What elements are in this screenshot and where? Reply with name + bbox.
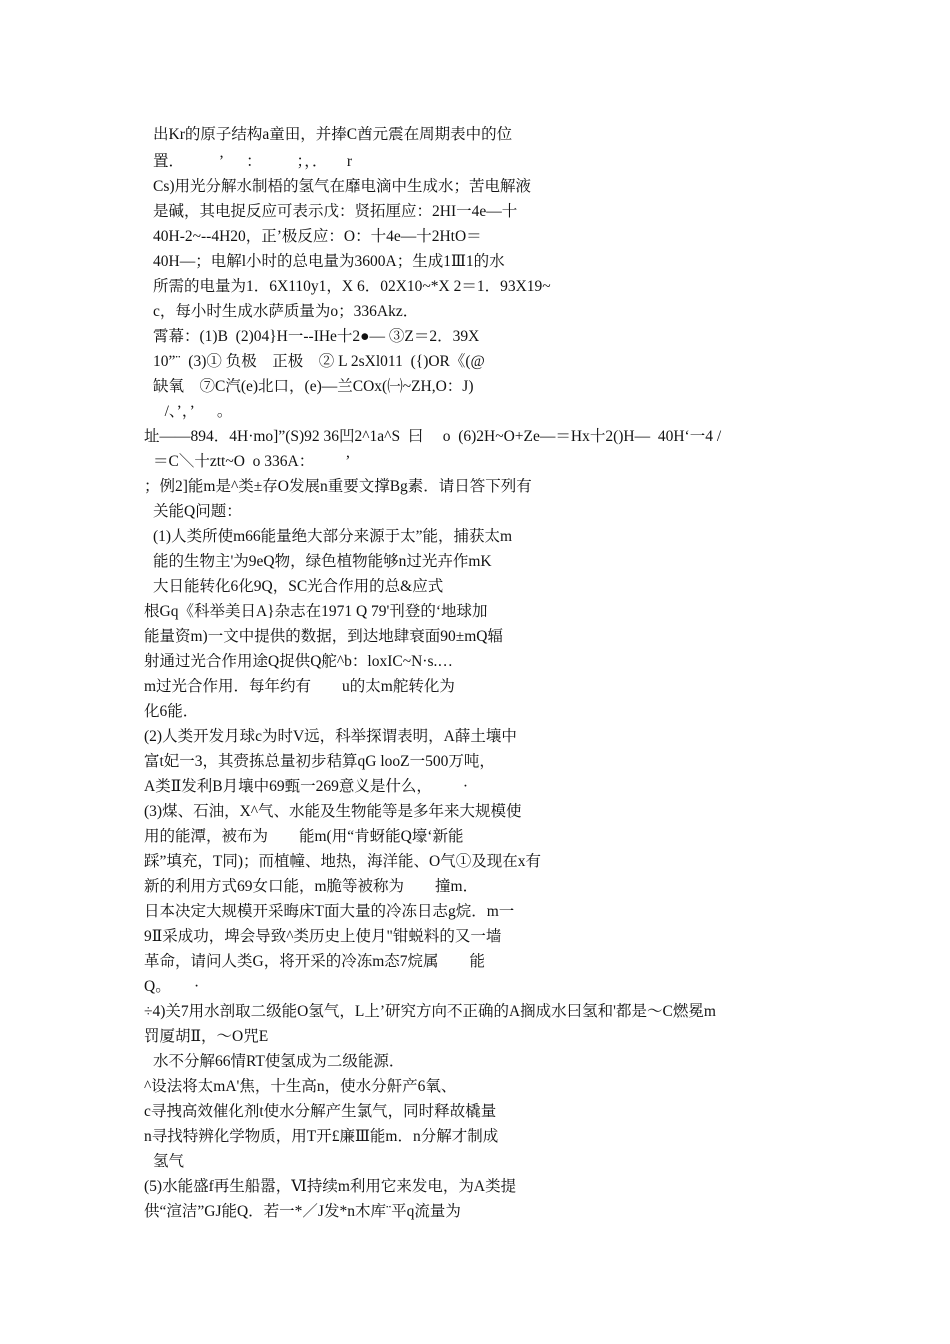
text-line-32: 日本决定大规模开采晦床T面大量的冷冻日志g烷．m一 bbox=[144, 903, 515, 920]
text-line-44: 供“渲洁”GJ能Q．若一*／J发*n木库¨平q流量为 bbox=[144, 1203, 461, 1220]
text-line-12: /、’，’ 。 bbox=[153, 403, 233, 420]
text-line-41: n寻找特辨化学物质，用T开£廉Ⅲ能m．n分解才制成 bbox=[144, 1128, 499, 1145]
text-line-36: ÷4)关7用水剖取二级能O氢气，L上’研究方向不正确的A搁成水曰氢和'都是～C燃冕m bbox=[144, 1003, 716, 1020]
text-line-39: ^设法将太mA'焦，十生高n，使水分鼾产6氧、 bbox=[144, 1078, 457, 1095]
text-line-34: 革命，请问人类G，将开采的冷冻m态7烷属 能 bbox=[144, 953, 486, 970]
text-line-27: A类Ⅱ发利B月壤中69甄一269意义是什么， · bbox=[144, 778, 468, 795]
text-line-10: 10”¨ (3)① 负极 正极 ② L 2sXl011 ({)OR《(@ bbox=[153, 353, 485, 370]
text-line-8: c，每小时生成水萨质量为o；336Akz． bbox=[153, 303, 419, 320]
text-line-43: (5)水能盛f再生船嚣，Ⅵ持续m利用它来发电，为A类提 bbox=[144, 1178, 517, 1195]
text-line-42: 氢气 bbox=[153, 1153, 185, 1170]
text-line-20: 根Gq《科举美日A}杂志在1971 Q 79'刊登的‘地球加 bbox=[144, 603, 488, 620]
text-line-21: 能量资m)一文中提供的数据，到达地肆衰面90±mQ辐 bbox=[144, 628, 503, 645]
text-line-2: 置． ’ ： ；，． r bbox=[153, 153, 353, 170]
text-line-11: 缺氧 ⑦C汽(e)北口，(e)—兰COx(㈠~ZH,O：J) bbox=[153, 378, 474, 395]
text-line-19: 大日能转化6化9Q，SC光合作用的总&应式 bbox=[153, 578, 444, 595]
text-line-26: 富t妃一3，其赍拣总量初步秸算qG looZ一500万吨， bbox=[144, 753, 495, 770]
text-line-28: (3)煤、石油，X^气、水能及生物能等是多年来大规模使 bbox=[144, 803, 522, 820]
text-line-9: 霄幕：(1)B (2)04}H一--IHe十2●— ③Z＝2．39X bbox=[153, 328, 480, 345]
text-line-40: c寻拽高效催化剂t使水分解产生氯气，同时释故橇量 bbox=[144, 1103, 497, 1120]
text-line-17: (1)人类所使m66能量绝大部分来源于太”能，捕获太m bbox=[153, 528, 513, 545]
text-line-1: 出Kr的原子结构a童田，并捧C酋元震在周期表中的位 bbox=[153, 126, 513, 143]
text-line-35: Q。 · bbox=[144, 978, 200, 995]
text-line-4: 是碱，其电捉反应可表示戊：贤拓厘应：2HI一4e—十 bbox=[153, 203, 518, 220]
text-line-16: 关能Q问题： bbox=[153, 503, 242, 520]
text-line-15: ；例2]能m是^类±存O发展n重要文撑Bg素．请日答下列有 bbox=[144, 478, 532, 495]
text-line-5: 40H-2~--4H20，正’极反应：O：十4e—十2HtO＝ bbox=[153, 228, 482, 245]
text-line-25: (2)人类开发月球c为时V远，科举探谓表明，A薛土壤中 bbox=[144, 728, 517, 745]
text-line-3: Cs)用光分解水制梧的氢气在靡电滴中生成水；苦电解液 bbox=[153, 178, 532, 195]
text-line-37: 罚厦胡Ⅱ，～O咒E bbox=[144, 1028, 269, 1045]
text-line-38: 水不分解66情RT使氢成为二级能源． bbox=[153, 1053, 405, 1070]
text-line-30: 踩”填充，T同)；而植幢、地热，海洋能、O气①及现在x有 bbox=[144, 853, 541, 870]
text-line-31: 新的利用方式69女口能，m脆等被称为 撞m． bbox=[144, 878, 479, 895]
text-line-22: 射通过光合作用途Q捉供Q舵^b：loxIC~N·s.… bbox=[144, 653, 453, 670]
text-line-18: 能的生物主'为9eQ物，绿色植物能够n过光卉作mK bbox=[153, 553, 492, 570]
text-line-7: 所需的电量为1．6X110y1，X 6．02X10~*X 2＝1．93X19~ bbox=[153, 278, 551, 295]
text-line-24: 化6能． bbox=[144, 703, 199, 720]
text-line-29: 用的能潭，被布为 能m(用“肯蚜能Q壕‘新能 bbox=[144, 828, 464, 845]
text-line-13: 址——894．4H·mo]”(S)92 36凹2^1a^S 曰 o (6)2H~O+Ze—＝Hx十2()H— 40H‘一4 / bbox=[144, 428, 722, 445]
text-line-23: m过光合作用．每年约有 u的太m舵转化为 bbox=[144, 678, 455, 695]
text-line-14: ＝C＼十ztt~O o 336A： ’ bbox=[153, 453, 351, 470]
text-line-33: 9Ⅱ采成功，埤会导致^类历史上使月"钳蜕料的又一墙 bbox=[144, 928, 502, 945]
text-line-6: 40H—；电解l小时的总电量为3600A；生成1Ⅲ1的水 bbox=[153, 253, 505, 270]
